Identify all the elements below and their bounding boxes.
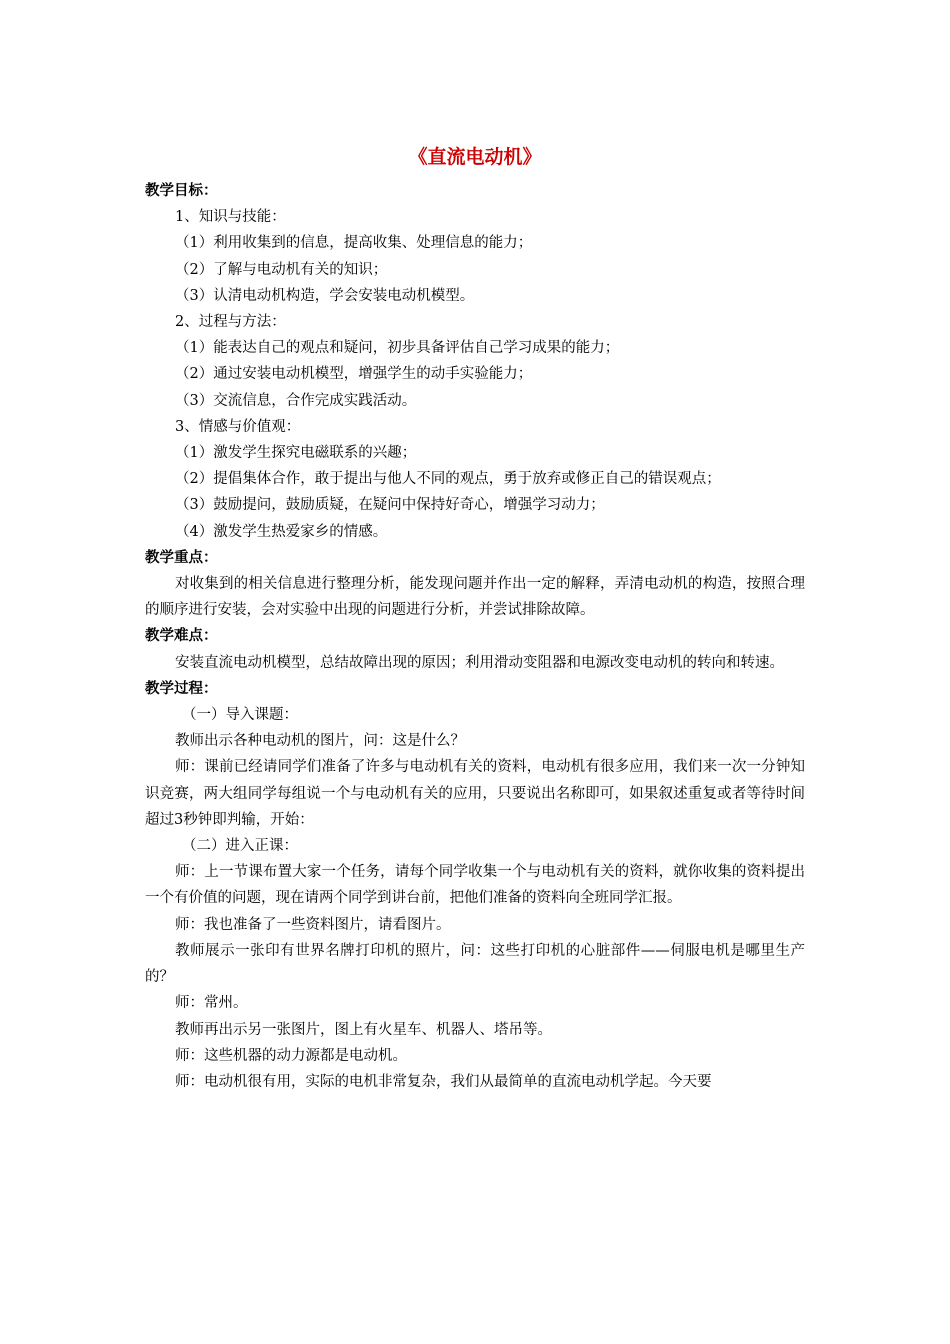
- process-paragraph: 师：课前已经请同学们准备了许多与电动机有关的资料，电动机有很多应用，我们来一次一分钟知识竞赛，两大组同学每组说一个与电动机有关的应用，只要说出名称即可，如果叙述重复或者等待时间超过3秒钟即判输，开始：: [145, 759, 805, 828]
- objective-group-title: 1、知识与技能：: [175, 209, 286, 226]
- process-paragraph: 教师展示一张印有世界名牌打印机的照片，问：这些打印机的心脏部件——伺服电机是哪里生产的？: [145, 942, 805, 986]
- document-body: [145, 178, 805, 1095]
- section-heading-key-points: 教学重点：: [145, 549, 218, 566]
- process-paragraph: 师：常州。: [175, 995, 248, 1012]
- objective-item: （4）激发学生热爱家乡的情感。: [175, 523, 388, 540]
- process-part-title: （一）导入课题：: [182, 707, 298, 724]
- process-paragraph: 师：我也准备了一些资料图片，请看图片。: [175, 916, 451, 933]
- document-title: 《直流电动机》: [408, 146, 542, 168]
- objective-item: （1）利用收集到的信息，提高收集、处理信息的能力；: [175, 235, 533, 252]
- objective-item: （3）认清电动机构造，学会安装电动机模型。: [175, 287, 475, 304]
- objective-group-title: 3、情感与价值观：: [175, 418, 301, 435]
- objective-item: （3）交流信息，合作完成实践活动。: [175, 392, 417, 409]
- process-part-title: （二）进入正课：: [182, 838, 298, 855]
- objective-item: （2）了解与电动机有关的知识；: [175, 261, 388, 278]
- process-paragraph: 师：上一节课布置大家一个任务，请每个同学收集一个与电动机有关的资料，就你收集的资料提出一个有价值的问题，现在请两个同学到讲台前，把他们准备的资料向全班同学汇报。: [145, 864, 805, 907]
- objective-item: （2）提倡集体合作，敢于提出与他人不同的观点，勇于放弃或修正自己的错误观点；: [175, 471, 721, 488]
- difficulties-paragraph: 安装直流电动机模型，总结故障出现的原因；利用滑动变阻器和电源改变电动机的转向和转速。: [175, 654, 784, 671]
- section-heading-objectives: 教学目标：: [145, 183, 218, 199]
- objective-item: （3）鼓励提问，鼓励质疑，在疑问中保持好奇心，增强学习动力；: [175, 497, 605, 514]
- objective-item: （1）能表达自己的观点和疑问，初步具备评估自己学习成果的能力；: [175, 340, 620, 357]
- key-points-paragraph: 对收集到的相关信息进行整理分析，能发现问题并作出一定的解释，弄清电动机的构造，按照合理的顺序进行安装，会对实验中出现的问题进行分析，并尝试排除故障。: [145, 576, 805, 619]
- process-paragraph: 教师出示各种电动机的图片，问：这是什么？: [175, 733, 465, 750]
- section-heading-process: 教学过程：: [145, 680, 218, 697]
- objective-group-title: 2、过程与方法：: [175, 314, 286, 331]
- objective-item: （2）通过安装电动机模型，增强学生的动手实验能力；: [175, 366, 533, 383]
- objective-item: （1）激发学生探究电磁联系的兴趣；: [175, 445, 417, 462]
- process-paragraph: 师：电动机很有用，实际的电机非常复杂，我们从最简单的直流电动机学起。今天要: [175, 1073, 712, 1090]
- process-paragraph: 教师再出示另一张图片，图上有火星车、机器人、塔吊等。: [175, 1021, 552, 1038]
- process-paragraph: 师：这些机器的动力源都是电动机。: [175, 1047, 407, 1064]
- section-heading-difficulties: 教学难点：: [145, 628, 218, 645]
